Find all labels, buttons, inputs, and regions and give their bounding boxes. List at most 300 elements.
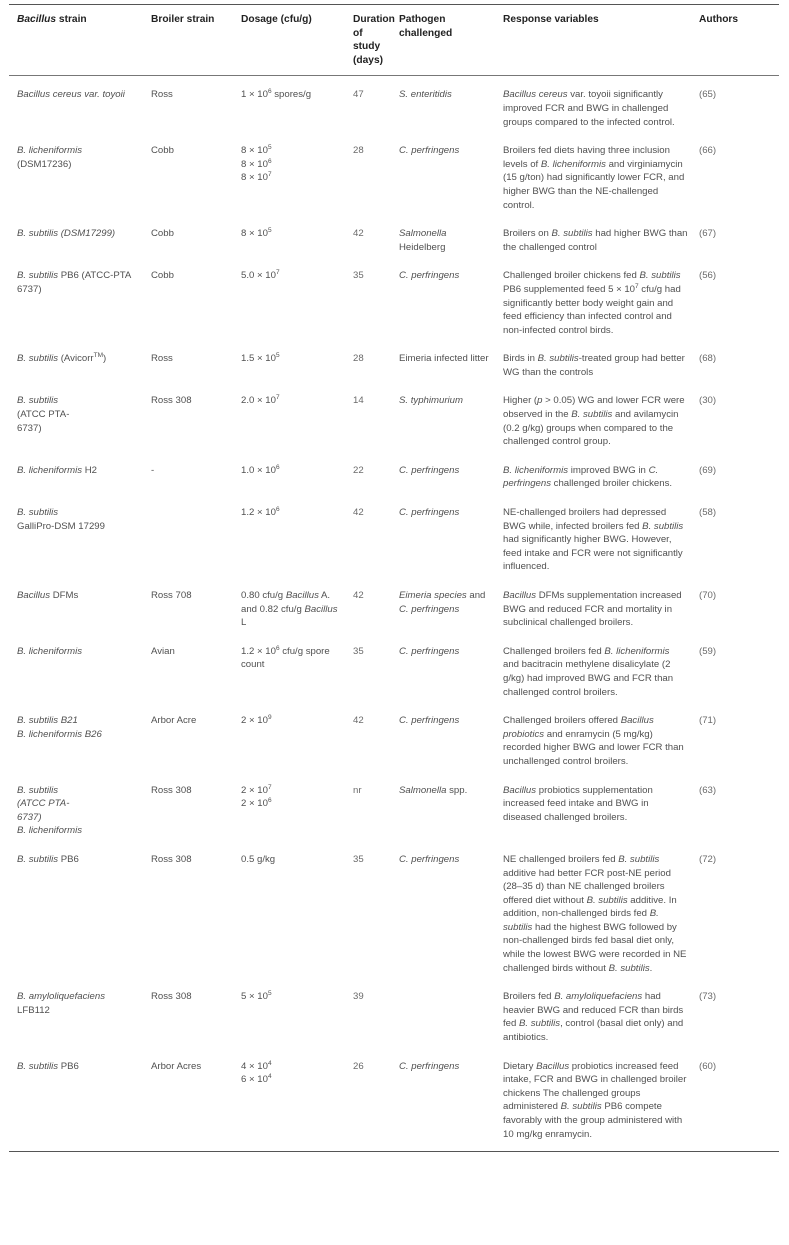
header-strain-italic: Bacillus bbox=[17, 14, 57, 25]
table-row bbox=[9, 215, 779, 257]
header-bacillus-strain bbox=[9, 4, 143, 76]
cell-response bbox=[495, 132, 691, 215]
table-row bbox=[9, 1048, 779, 1152]
cell-text: S. enteritidis bbox=[399, 89, 452, 101]
cell-text: > 0.05) WG and lower FCR were observed in the bbox=[503, 395, 685, 421]
cell-text: ) bbox=[103, 353, 107, 365]
bacillus-studies-table bbox=[9, 4, 779, 1152]
cell-response bbox=[495, 452, 691, 494]
cell-authors bbox=[691, 841, 779, 978]
cell-text: 2 × 10 bbox=[241, 784, 268, 796]
cell-text: B. licheniformis B26 bbox=[17, 728, 102, 740]
table-row bbox=[9, 978, 779, 1047]
cell-text: B. licheniformis bbox=[17, 464, 83, 476]
cell-duration bbox=[345, 1048, 391, 1152]
cell-broiler bbox=[143, 841, 233, 978]
cell-text: and virginiamycin (15 g/ton) had significantly lower FCR, and higher BWG than the NE-challenged control. bbox=[503, 158, 685, 211]
table-row bbox=[9, 340, 779, 382]
cell-text: PB6 supplemented feed 5 × 10 bbox=[503, 283, 636, 295]
superscript: 7 bbox=[635, 282, 639, 290]
cell-authors bbox=[691, 215, 779, 257]
cell-broiler bbox=[143, 772, 233, 841]
cell-text: C. perfringens bbox=[399, 853, 460, 865]
cell-text: B. subtilis bbox=[639, 270, 681, 282]
cell-pathogen bbox=[391, 257, 495, 340]
cell-text: (65) bbox=[699, 89, 717, 101]
cell-strain bbox=[9, 978, 143, 1047]
cell-response bbox=[495, 1048, 691, 1152]
table-row bbox=[9, 702, 779, 771]
cell-text: 1.2 × 10 bbox=[241, 507, 276, 519]
cell-text: 2 × 10 bbox=[241, 715, 268, 727]
cell-text: had the highest BWG followed by non-challenged birds fed basal diet only, while the lowest BWG were recorded in NE challenged birds without bbox=[503, 921, 687, 974]
cell-text: 39 bbox=[353, 991, 364, 1003]
cell-text: B. licheniformis bbox=[17, 645, 83, 657]
cell-response bbox=[495, 841, 691, 978]
cell-duration bbox=[345, 76, 391, 132]
cell-text: had higher BWG than the challenged control bbox=[503, 228, 688, 253]
cell-text: (69) bbox=[699, 464, 717, 476]
cell-text: Ross 308 bbox=[151, 991, 192, 1003]
cell-text: Birds in bbox=[503, 353, 538, 365]
superscript: 4 bbox=[267, 1073, 272, 1081]
cell-text: (59) bbox=[699, 645, 717, 657]
cell-text: B. subtilis bbox=[571, 409, 613, 421]
cell-text: 1.0 × 10 bbox=[241, 464, 276, 476]
cell-text: (60) bbox=[699, 1060, 717, 1072]
cell-text: LFB112 bbox=[17, 1004, 50, 1016]
cell-dosage bbox=[233, 340, 345, 382]
superscript: 6 bbox=[275, 505, 280, 513]
cell-text: DFMs supplementation increased BWG and reduced FCR and mortality in subclinical challenged broilers. bbox=[503, 590, 682, 629]
table-row bbox=[9, 841, 779, 978]
cell-text: B. licheniformis bbox=[17, 145, 83, 157]
cell-strain bbox=[9, 452, 143, 494]
cell-text: DFMs bbox=[50, 590, 79, 601]
cell-text: Higher ( bbox=[503, 395, 538, 407]
cell-duration bbox=[345, 702, 391, 771]
cell-authors bbox=[691, 76, 779, 132]
cell-response bbox=[495, 702, 691, 771]
cell-text: (ATCC PTA- bbox=[17, 798, 70, 810]
table-row bbox=[9, 452, 779, 494]
cell-duration bbox=[345, 452, 391, 494]
cell-text: B. subtilis bbox=[17, 853, 59, 865]
cell-text: B. amyloliquefaciens bbox=[17, 991, 105, 1003]
cell-text: Bacillus probiotics bbox=[503, 715, 654, 740]
cell-authors bbox=[691, 257, 779, 340]
cell-text: A. and 0.82 cfu/g bbox=[241, 590, 331, 615]
cell-text: var. toyoii bbox=[81, 89, 125, 101]
cell-text: B. subtilis bbox=[17, 395, 59, 407]
cell-authors bbox=[691, 382, 779, 451]
superscript: 6 bbox=[275, 463, 280, 471]
cell-text: Arbor Acre bbox=[151, 715, 197, 727]
cell-text: PB6 bbox=[58, 853, 79, 865]
cell-text: Bacillus bbox=[536, 1060, 570, 1072]
cell-text: L bbox=[241, 617, 247, 629]
cell-text: B. subtilis bbox=[17, 1060, 59, 1072]
cell-duration bbox=[345, 132, 391, 215]
table-row bbox=[9, 76, 779, 132]
cell-response bbox=[495, 257, 691, 340]
cell-text: (Avicorr bbox=[58, 353, 94, 365]
cell-response bbox=[495, 577, 691, 633]
cell-duration bbox=[345, 257, 391, 340]
superscript: 5 bbox=[267, 143, 272, 151]
cell-broiler bbox=[143, 340, 233, 382]
cell-pathogen bbox=[391, 702, 495, 771]
cell-text: 0.80 cfu/g bbox=[241, 590, 286, 601]
cell-text: var. toyoii significantly improved FCR and BWG in challenged groups compared to the infected control. bbox=[503, 89, 675, 128]
cell-text: additive. In addition, non-challenged birds fed bbox=[503, 894, 677, 920]
cell-pathogen bbox=[391, 382, 495, 451]
cell-text: Bacillus bbox=[503, 590, 537, 601]
cell-text: 1.5 × 10 bbox=[241, 353, 276, 365]
cell-pathogen bbox=[391, 494, 495, 577]
cell-pathogen bbox=[391, 132, 495, 215]
superscript: 6 bbox=[275, 644, 280, 652]
cell-text: B. licheniformis bbox=[503, 464, 569, 476]
cell-duration bbox=[345, 494, 391, 577]
header-response-variables: Response variables bbox=[495, 4, 691, 76]
cell-text: - bbox=[151, 464, 155, 476]
cell-text: p bbox=[537, 395, 543, 407]
cell-authors bbox=[691, 132, 779, 215]
superscript: 7 bbox=[275, 394, 280, 402]
cell-text: 8 × 10 bbox=[241, 145, 268, 157]
cell-text: C. perfringens bbox=[399, 1060, 460, 1072]
cell-text: Cobb bbox=[151, 145, 174, 157]
cell-text: . bbox=[649, 962, 653, 974]
cell-text: B. subtilis bbox=[17, 353, 59, 365]
cell-text: B. subtilis bbox=[17, 270, 59, 282]
cell-text: B. subtilis (DSM17299) bbox=[17, 228, 116, 240]
cell-text: probiotics increased feed intake, FCR and BWG in challenged broiler chickens The challenged groups administered bbox=[503, 1060, 687, 1113]
cell-text: 14 bbox=[353, 395, 364, 407]
cell-strain bbox=[9, 494, 143, 577]
cell-dosage bbox=[233, 257, 345, 340]
cell-duration bbox=[345, 577, 391, 633]
cell-duration bbox=[345, 633, 391, 702]
cell-broiler bbox=[143, 1048, 233, 1152]
table-row bbox=[9, 132, 779, 215]
cell-text: 42 bbox=[353, 590, 364, 601]
cell-strain bbox=[9, 633, 143, 702]
cell-broiler bbox=[143, 452, 233, 494]
cell-pathogen bbox=[391, 452, 495, 494]
cell-broiler bbox=[143, 132, 233, 215]
cell-pathogen bbox=[391, 841, 495, 978]
cell-text: B. subtilis bbox=[537, 353, 579, 365]
cell-text: Ross 308 bbox=[151, 853, 192, 865]
cell-text: C. perfringens bbox=[399, 464, 460, 476]
cell-text: (30) bbox=[699, 395, 717, 407]
cell-strain bbox=[9, 257, 143, 340]
cell-strain bbox=[9, 577, 143, 633]
cell-text: Ross 708 bbox=[151, 590, 192, 601]
cell-text: 2.0 × 10 bbox=[241, 395, 276, 407]
cell-text: C. perfringens bbox=[399, 507, 460, 519]
cell-text: C. perfringens bbox=[399, 603, 460, 615]
cell-text: 2 × 10 bbox=[241, 798, 268, 810]
cell-dosage bbox=[233, 215, 345, 257]
cell-text: GalliPro-DSM 17299 bbox=[17, 520, 105, 532]
cell-text: Challenged broilers fed bbox=[503, 645, 605, 657]
cell-text: 42 bbox=[353, 715, 364, 727]
cell-dosage bbox=[233, 841, 345, 978]
superscript: 7 bbox=[267, 171, 272, 179]
cell-text: Heidelberg bbox=[399, 241, 446, 253]
cell-pathogen bbox=[391, 76, 495, 132]
cell-text: B. subtilis bbox=[560, 1101, 602, 1113]
cell-dosage bbox=[233, 978, 345, 1047]
cell-text: Arbor Acres bbox=[151, 1060, 202, 1072]
header-duration: Duration of study (days) bbox=[345, 4, 391, 76]
cell-text: Broilers on bbox=[503, 228, 552, 240]
cell-text: B. licheniformis bbox=[604, 645, 670, 657]
cell-pathogen bbox=[391, 1048, 495, 1152]
cell-response bbox=[495, 215, 691, 257]
cell-response bbox=[495, 76, 691, 132]
cell-text: Bacillus bbox=[304, 603, 338, 615]
cell-dosage bbox=[233, 132, 345, 215]
cell-strain bbox=[9, 132, 143, 215]
cell-text: (68) bbox=[699, 353, 717, 365]
cell-text: 5.0 × 10 bbox=[241, 270, 276, 282]
cell-pathogen bbox=[391, 978, 495, 1047]
cell-authors bbox=[691, 494, 779, 577]
cell-text: challenged broiler chickens. bbox=[551, 478, 673, 490]
cell-text: H2 bbox=[82, 464, 97, 476]
cell-text: and bbox=[466, 590, 486, 601]
cell-text: Eimeria infected litter bbox=[399, 353, 489, 365]
cell-text: PB6 compete favorably with the group administered with 10 mg/kg enramycin. bbox=[503, 1101, 683, 1140]
cell-text: B. licheniformis bbox=[17, 825, 83, 837]
header-broiler-strain: Broiler strain bbox=[143, 4, 233, 76]
cell-authors bbox=[691, 633, 779, 702]
cell-text: 6737) bbox=[17, 422, 42, 434]
cell-broiler bbox=[143, 633, 233, 702]
cell-text: Cobb bbox=[151, 270, 174, 282]
cell-strain bbox=[9, 841, 143, 978]
cell-duration bbox=[345, 382, 391, 451]
superscript: 6 bbox=[267, 88, 272, 96]
cell-duration bbox=[345, 215, 391, 257]
cell-text: 35 bbox=[353, 853, 364, 865]
cell-text: S. typhimurium bbox=[399, 395, 463, 407]
cell-text: B. subtilis bbox=[642, 520, 684, 532]
cell-response bbox=[495, 340, 691, 382]
cell-text: Avian bbox=[151, 645, 175, 657]
cell-authors bbox=[691, 772, 779, 841]
cell-text: B. subtilis bbox=[618, 853, 660, 865]
superscript: 5 bbox=[267, 226, 272, 234]
cell-authors bbox=[691, 702, 779, 771]
header-dosage: Dosage (cfu/g) bbox=[233, 4, 345, 76]
cell-text: 5 × 10 bbox=[241, 991, 268, 1003]
cell-text: additive had better FCR post-NE period (28–35 d) than NE challenged broilers offered diet without bbox=[503, 867, 671, 906]
cell-text: B. subtilis bbox=[608, 962, 650, 974]
cell-text: Bacillus bbox=[17, 590, 51, 601]
cell-text: (73) bbox=[699, 991, 717, 1003]
cell-text: Broilers fed diets having three inclusion levels of bbox=[503, 145, 670, 170]
cell-authors bbox=[691, 452, 779, 494]
cell-pathogen bbox=[391, 633, 495, 702]
cell-text: had heavier BWG and reduced FCR than birds fed bbox=[503, 991, 684, 1030]
cell-strain bbox=[9, 76, 143, 132]
cell-text: Challenged broilers offered bbox=[503, 715, 621, 727]
table-body bbox=[9, 76, 779, 1152]
cell-text: probiotics supplementation increased feed intake and BWG in diseased challenged broilers. bbox=[503, 784, 653, 823]
cell-dosage bbox=[233, 452, 345, 494]
cell-broiler bbox=[143, 978, 233, 1047]
cell-text: PB6 (ATCC-PTA 6737) bbox=[17, 270, 131, 295]
cell-text: (DSM17236) bbox=[17, 158, 72, 170]
cell-text: 8 × 10 bbox=[241, 228, 268, 240]
cell-dosage bbox=[233, 1048, 345, 1152]
cell-text: (58) bbox=[699, 507, 717, 519]
cell-text: 1 × 10 bbox=[241, 89, 268, 101]
cell-duration bbox=[345, 978, 391, 1047]
cell-text: (67) bbox=[699, 228, 717, 240]
cell-strain bbox=[9, 1048, 143, 1152]
cell-text: 28 bbox=[353, 145, 364, 157]
cell-dosage bbox=[233, 577, 345, 633]
superscript: 9 bbox=[267, 713, 272, 721]
cell-broiler bbox=[143, 494, 233, 577]
cell-text: and avilamycin (0.2 g/kg) groups when compared to the challenged control group. bbox=[503, 409, 679, 448]
superscript: 6 bbox=[267, 157, 272, 165]
cell-text: 4 × 10 bbox=[241, 1060, 268, 1072]
cell-strain bbox=[9, 340, 143, 382]
cell-broiler bbox=[143, 215, 233, 257]
cell-text: (63) bbox=[699, 784, 717, 796]
cell-text: Bacillus bbox=[503, 784, 537, 796]
cell-text: 6 × 10 bbox=[241, 1074, 268, 1086]
cell-dosage bbox=[233, 633, 345, 702]
cell-text: Eimeria species bbox=[399, 590, 467, 601]
table-row bbox=[9, 633, 779, 702]
cell-text: B. subtilis bbox=[17, 507, 59, 519]
cell-text: C. perfringens bbox=[399, 145, 460, 157]
cell-duration bbox=[345, 340, 391, 382]
cell-response bbox=[495, 494, 691, 577]
superscript: 7 bbox=[267, 783, 272, 791]
cell-authors bbox=[691, 1048, 779, 1152]
cell-duration bbox=[345, 772, 391, 841]
header-authors: Authors bbox=[691, 4, 779, 76]
cell-response bbox=[495, 633, 691, 702]
table-row bbox=[9, 494, 779, 577]
table-row bbox=[9, 772, 779, 841]
cell-text: Ross bbox=[151, 89, 173, 101]
cell-text: and bacitracin methylene disalicylate (2 g/kg) had improved BWG and FCR than challenged control broilers. bbox=[503, 659, 674, 698]
cell-text: Broilers fed bbox=[503, 991, 555, 1003]
cell-text: 8 × 10 bbox=[241, 172, 268, 184]
cell-dosage bbox=[233, 382, 345, 451]
cell-text: (72) bbox=[699, 853, 717, 865]
header-row bbox=[9, 4, 779, 76]
cell-text: (66) bbox=[699, 145, 717, 157]
header-strain-rest: strain bbox=[56, 14, 87, 25]
cell-text: (56) bbox=[699, 270, 717, 282]
cell-text: C. perfringens bbox=[503, 464, 659, 490]
cell-text: Bacillus cereus bbox=[503, 89, 568, 101]
cell-text: B. subtilis bbox=[503, 908, 659, 933]
cell-text: cfu/g spore count bbox=[241, 645, 330, 671]
cell-text: 42 bbox=[353, 507, 364, 519]
cell-strain bbox=[9, 382, 143, 451]
cell-response bbox=[495, 382, 691, 451]
table-row bbox=[9, 577, 779, 633]
cell-broiler bbox=[143, 702, 233, 771]
cell-text: B. subtilis bbox=[551, 228, 593, 240]
superscript: 5 bbox=[267, 990, 272, 998]
cell-text: Ross bbox=[151, 353, 173, 365]
superscript: TM bbox=[93, 352, 103, 360]
cell-text: 6737) bbox=[17, 811, 42, 823]
table-row bbox=[9, 382, 779, 451]
cell-text: 26 bbox=[353, 1060, 364, 1072]
cell-duration bbox=[345, 841, 391, 978]
cell-text: NE-challenged broilers had depressed BWG while, infected broilers fed bbox=[503, 507, 667, 532]
superscript: 4 bbox=[267, 1059, 272, 1067]
cell-text: B. licheniformis bbox=[540, 158, 606, 170]
cell-text: Dietary bbox=[503, 1060, 537, 1072]
cell-text: C. perfringens bbox=[399, 645, 460, 657]
cell-pathogen bbox=[391, 577, 495, 633]
cell-text: Ross 308 bbox=[151, 784, 192, 796]
cell-text: Cobb bbox=[151, 228, 174, 240]
cell-text: B. subtilis bbox=[586, 894, 628, 906]
cell-dosage bbox=[233, 494, 345, 577]
cell-text: 22 bbox=[353, 464, 364, 476]
cell-text: Bacillus cereus bbox=[17, 89, 82, 101]
cell-text: (ATCC PTA- bbox=[17, 409, 70, 421]
cell-text: Ross 308 bbox=[151, 395, 192, 407]
cell-text: Salmonella bbox=[399, 784, 447, 796]
cell-text: nr bbox=[353, 784, 362, 796]
cell-text: 0.5 g/kg bbox=[241, 853, 276, 865]
cell-response bbox=[495, 772, 691, 841]
cell-dosage bbox=[233, 702, 345, 771]
superscript: 5 bbox=[275, 352, 280, 360]
cell-text: , control (basal diet only) and antibiotics. bbox=[503, 1018, 684, 1044]
cell-text: B. amyloliquefaciens bbox=[554, 991, 643, 1003]
cell-text: and enramycin (5 mg/kg) recorded higher BWG and lower FCR than unchallenged control broilers. bbox=[503, 728, 684, 767]
cell-text: improved BWG in bbox=[568, 464, 649, 476]
table-row bbox=[9, 257, 779, 340]
cell-text: 8 × 10 bbox=[241, 158, 268, 170]
cell-text: B. subtilis bbox=[17, 784, 59, 796]
cell-text: B. subtilis bbox=[519, 1018, 561, 1030]
cell-broiler bbox=[143, 76, 233, 132]
cell-dosage bbox=[233, 772, 345, 841]
cell-text: -treated group had better WG than the controls bbox=[503, 353, 685, 378]
cell-broiler bbox=[143, 257, 233, 340]
cell-text: Bacillus bbox=[285, 590, 319, 601]
cell-text: 35 bbox=[353, 270, 364, 282]
cell-dosage bbox=[233, 76, 345, 132]
header-pathogen: Pathogen challenged bbox=[391, 4, 495, 76]
cell-pathogen bbox=[391, 340, 495, 382]
cell-text: Challenged broiler chickens fed bbox=[503, 270, 640, 282]
cell-text: cfu/g had significantly better body weight gain and feed efficiency than infected control and non-infected control birds. bbox=[503, 283, 681, 336]
cell-broiler bbox=[143, 382, 233, 451]
cell-text: B. subtilis B21 bbox=[17, 715, 78, 727]
cell-text: (71) bbox=[699, 715, 717, 727]
